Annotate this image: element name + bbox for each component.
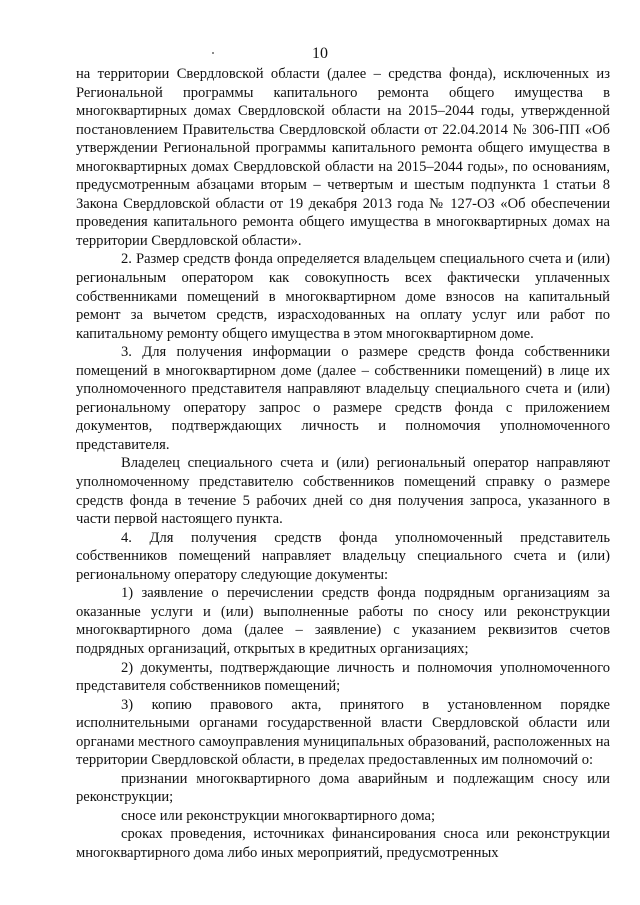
paragraph-item-2: 2. Размер средств фонда определяется владельцем специального счета и (или) региональным оператором как совокупность всех фактически уплаченных собственниками помещений в многоквартирном доме взносов на капитальный ремонт за вычетом средств, израсходованных на оплату услуг или работ по капитальному ремонту общего имущества в этом многоквартирном доме. xyxy=(76,251,610,342)
paragraph-clause-terms: сроках проведения, источниках финансирования сноса или реконструкции многоквартирного дома либо иных мероприятий, предусмотренных xyxy=(76,826,610,861)
paragraph-item-4: 4. Для получения средств фонда уполномоченный представитель собственников помещений направляет владельцу специального счета и (или) региональному оператору следующие документы: xyxy=(76,529,610,583)
paragraph-subitem-1: 1) заявление о перечислении средств фонда подрядным организациям за оказанные услуги и (или) выполненные работы по сносу или реконструкции многоквартирного дома (далее – заявление) с указанием реквизитов счетов подрядных организаций, открытых в кредитных организациях; xyxy=(76,585,610,657)
paragraph-item-3: 3. Для получения информации о размере средств фонда собственники помещений в многоквартирном доме (далее – собственники помещений) в лице их уполномоченного представителя направляют владельцу специального счета и (или) региональному оператору запрос о размере средств фонда с приложением документов, подтверждающих личность и полномочия уполномоченного представителя. xyxy=(76,344,610,453)
paragraph-continuation: на территории Свердловской области (далее – средства фонда), исключенных из Региональной программы капитального ремонта общего имущества в многоквартирных домах Свердловской области на 2015–2044 годы, утвержденной постановлением Правительства Свердловской области от 22.04.2014 № 306-ПП «Об утверждении Региональной программы капитального ремонта общего имущества в многоквартирных домах Свердловской области на 2015–2044 годы», по основаниям, предусмотренным абзацами вторым – четвертым и шестым подпункта 1 статьи 8 Закона Свердловской области от 19 декабря 2013 года № 127-ОЗ «Об обеспечении проведения капитального ремонта общего имущества в многоквартирных домах на территории Свердловской области». xyxy=(76,66,610,249)
document-body xyxy=(76,65,610,863)
paragraph-subitem-2: 2) документы, подтверждающие личность и полномочия уполномоченного представителя собственников помещений; xyxy=(76,659,610,695)
paragraph-subitem-3: 3) копию правового акта, принятого в установленном порядке исполнительными органами государственной власти Свердловской области или органами местного самоуправления муниципальных образований, расположенных на территории Свердловской области, в пределах предоставленных им полномочий о: xyxy=(76,696,610,769)
paragraph-clause-recognition: признании многоквартирного дома аварийным и подлежащим сносу или реконструкции; xyxy=(76,770,610,806)
page-number: 10 xyxy=(312,45,328,62)
paragraph-clause-demolition: сносе или реконструкции многоквартирного дома; xyxy=(121,807,436,824)
paragraph-item-3-part-2: Владелец специального счета и (или) региональный оператор направляют уполномоченному представителю собственников помещений справку о размере средств фонда в течение 5 рабочих дней со дня получения запроса, указанного в части первой настоящего пункта. xyxy=(76,455,610,528)
